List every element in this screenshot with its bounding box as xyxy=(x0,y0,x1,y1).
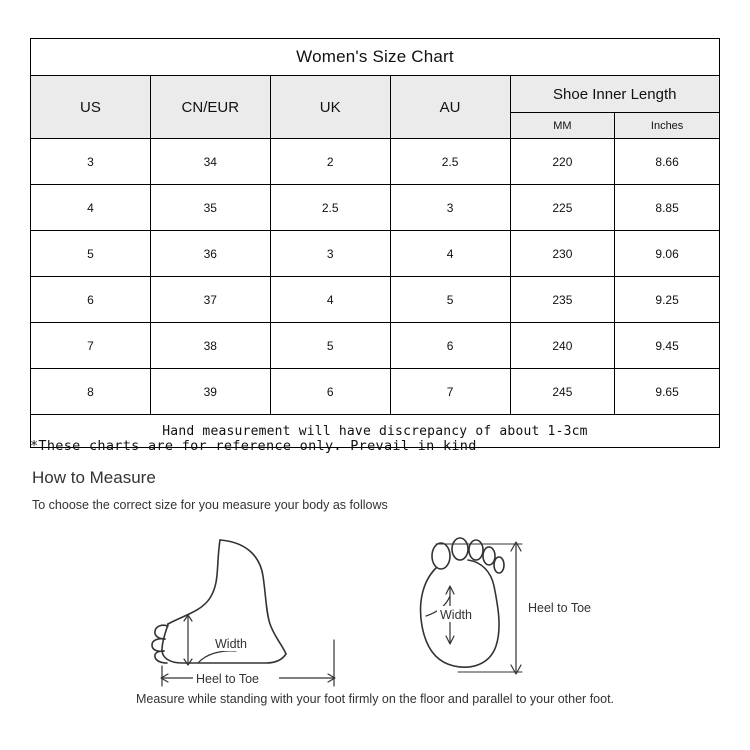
cell-us: 7 xyxy=(31,323,151,369)
how-to-measure-title: How to Measure xyxy=(32,468,156,487)
table-row xyxy=(31,369,720,415)
cell-cn-eur: 39 xyxy=(150,369,270,415)
cell-cn-eur: 34 xyxy=(150,139,270,185)
cell-uk: 2 xyxy=(270,139,390,185)
measurement-discrepancy-note: Hand measurement will have discrepancy of about 1-3cm xyxy=(31,415,720,448)
table-title-row xyxy=(31,39,720,76)
cell-us: 3 xyxy=(31,139,151,185)
page-title: Women's Size Chart xyxy=(31,39,720,76)
foot-measurement-diagram xyxy=(70,520,680,688)
header-shoe-inner-length: Shoe Inner Length xyxy=(510,76,720,113)
cell-mm: 230 xyxy=(510,231,615,277)
cell-us: 6 xyxy=(31,277,151,323)
cell-mm: 220 xyxy=(510,139,615,185)
cell-mm: 240 xyxy=(510,323,615,369)
header-cn-eur: CN/EUR xyxy=(150,76,270,139)
cell-au: 4 xyxy=(390,231,510,277)
cell-us: 4 xyxy=(31,185,151,231)
cell-mm: 245 xyxy=(510,369,615,415)
size-chart-table xyxy=(30,38,720,448)
cell-inches: 9.06 xyxy=(615,231,720,277)
header-au: AU xyxy=(390,76,510,139)
header-inches: Inches xyxy=(615,113,720,139)
side-length-label: Heel to Toe xyxy=(196,672,260,686)
cell-au: 6 xyxy=(390,323,510,369)
cell-au: 2.5 xyxy=(390,139,510,185)
cell-au: 5 xyxy=(390,277,510,323)
cell-au: 3 xyxy=(390,185,510,231)
how-to-measure-subtitle: To choose the correct size for you measure your body as follows xyxy=(32,498,388,512)
cell-uk: 4 xyxy=(270,277,390,323)
header-mm: MM xyxy=(510,113,615,139)
reference-only-note: *These charts are for reference only. Prevail in kind xyxy=(30,438,477,454)
size-chart-container xyxy=(30,38,720,448)
cell-inches: 8.66 xyxy=(615,139,720,185)
cell-uk: 6 xyxy=(270,369,390,415)
cell-uk: 2.5 xyxy=(270,185,390,231)
cell-inches: 9.65 xyxy=(615,369,720,415)
cell-mm: 235 xyxy=(510,277,615,323)
cell-uk: 5 xyxy=(270,323,390,369)
cell-cn-eur: 38 xyxy=(150,323,270,369)
cell-us: 8 xyxy=(31,369,151,415)
cell-au: 7 xyxy=(390,369,510,415)
cell-inches: 9.25 xyxy=(615,277,720,323)
cell-inches: 9.45 xyxy=(615,323,720,369)
table-row xyxy=(31,185,720,231)
measure-instruction-caption: Measure while standing with your foot firmly on the floor and parallel to your other foot. xyxy=(135,692,615,706)
table-row xyxy=(31,139,720,185)
cell-cn-eur: 35 xyxy=(150,185,270,231)
table-header-row xyxy=(31,76,720,113)
foot-top-view-icon xyxy=(421,538,504,667)
cell-uk: 3 xyxy=(270,231,390,277)
cell-inches: 8.85 xyxy=(615,185,720,231)
header-uk: UK xyxy=(270,76,390,139)
table-row xyxy=(31,323,720,369)
cell-mm: 225 xyxy=(510,185,615,231)
table-row xyxy=(31,277,720,323)
table-row xyxy=(31,231,720,277)
side-width-arrow xyxy=(184,615,192,665)
side-width-label: Width xyxy=(215,637,247,651)
cell-cn-eur: 36 xyxy=(150,231,270,277)
top-width-label: Width xyxy=(440,608,472,622)
header-us: US xyxy=(31,76,151,139)
cell-cn-eur: 37 xyxy=(150,277,270,323)
cell-us: 5 xyxy=(31,231,151,277)
top-length-label: Heel to Toe xyxy=(528,601,592,615)
